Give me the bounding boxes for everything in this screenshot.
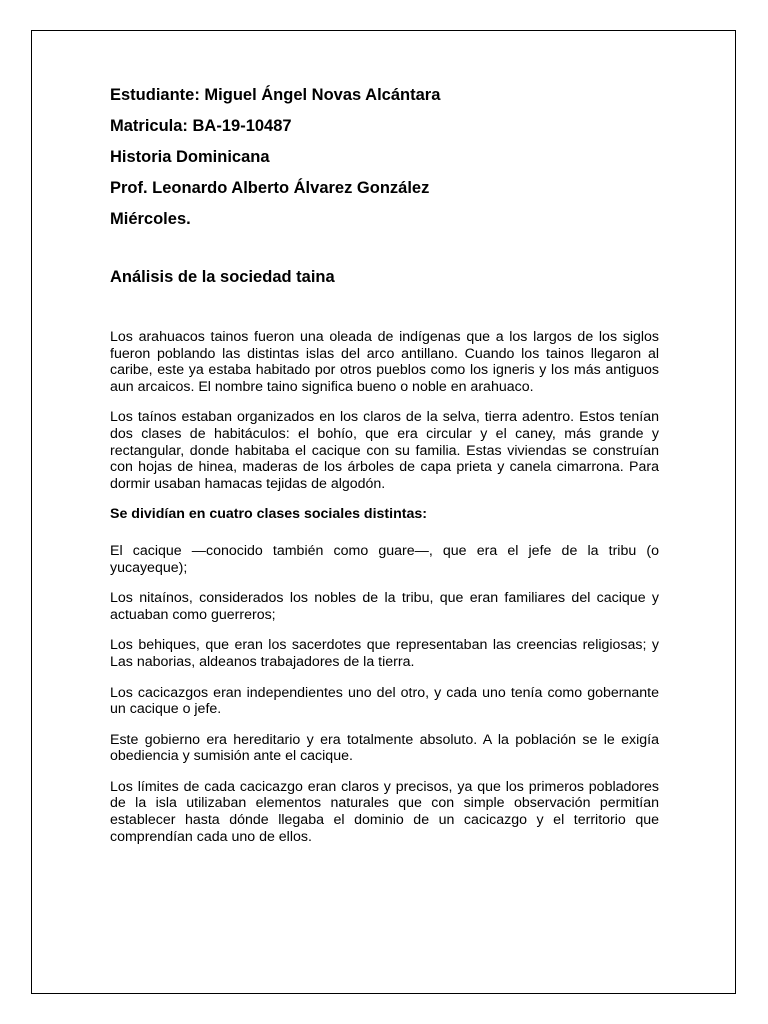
paragraph-housing: Los taínos estaban organizados en los claros de la selva, tierra adentro. Estos tenían dos clases de habitáculos: el bohío, que era circular y el caney, más grande y rectangular, donde habitaba el cacique con su familia. Estas viviendas se construían con hojas de hinea, maderas de los árboles de capa prieta y canela cimarrona. Para dormir usaban hamacas tejidas de algodón.: [110, 409, 659, 492]
social-classes-heading: Se dividían en cuatro clases sociales distintas:: [110, 506, 427, 523]
paragraph-behiques: Los behiques, que eran los sacerdotes que representaban las creencias religiosas; y Las naborias, aldeanos trabajadores de la tierra.: [110, 637, 659, 670]
paragraph-limites: Los límites de cada cacicazgo eran claros y precisos, ya que los primeros pobladores de la isla utilizaban elementos naturales que con simple observación permitían establecer hasta dónde llegaba el dominio de un cacicazgo y el territorio que comprendían cada uno de ellos.: [110, 778, 659, 845]
paragraph-cacicazgos: Los cacicazgos eran independientes uno del otro, y cada uno tenía como gobernante un cacique o jefe.: [110, 684, 659, 718]
document-title: Análisis de la sociedad taina: [110, 268, 335, 286]
paragraph-cacique: El cacique —conocido también como guare—, que era el jefe de la tribu (o yucayeque);: [110, 542, 659, 576]
paragraph-nitainos: Los nitaínos, considerados los nobles de la tribu, que eran familiares del cacique y actuaban como guerreros;: [110, 590, 659, 623]
paragraph-intro: Los arahuacos tainos fueron una oleada de indígenas que a los largos de los siglos fueron poblando las distintas islas del arco antillano. Cuando los tainos llegaron al caribe, este ya estaba habitado por otros pueblos como los igneris y los más antiguos aun arcaicos. El nombre taino significa bueno o noble en arahuaco.: [110, 329, 659, 395]
course-name: Historia Dominicana: [110, 148, 270, 166]
professor-name: Prof. Leonardo Alberto Álvarez González: [110, 179, 430, 197]
document-body: [110, 85, 659, 859]
page-border: [31, 30, 736, 994]
student-name: Estudiante: Miguel Ángel Novas Alcántara: [110, 86, 441, 104]
paragraph-gobierno: Este gobierno era hereditario y era totalmente absoluto. A la población se le exigía obediencia y sumisión ante el cacique.: [110, 731, 659, 765]
student-id: Matricula: BA-19-10487: [110, 117, 292, 135]
weekday: Miércoles.: [110, 210, 191, 228]
